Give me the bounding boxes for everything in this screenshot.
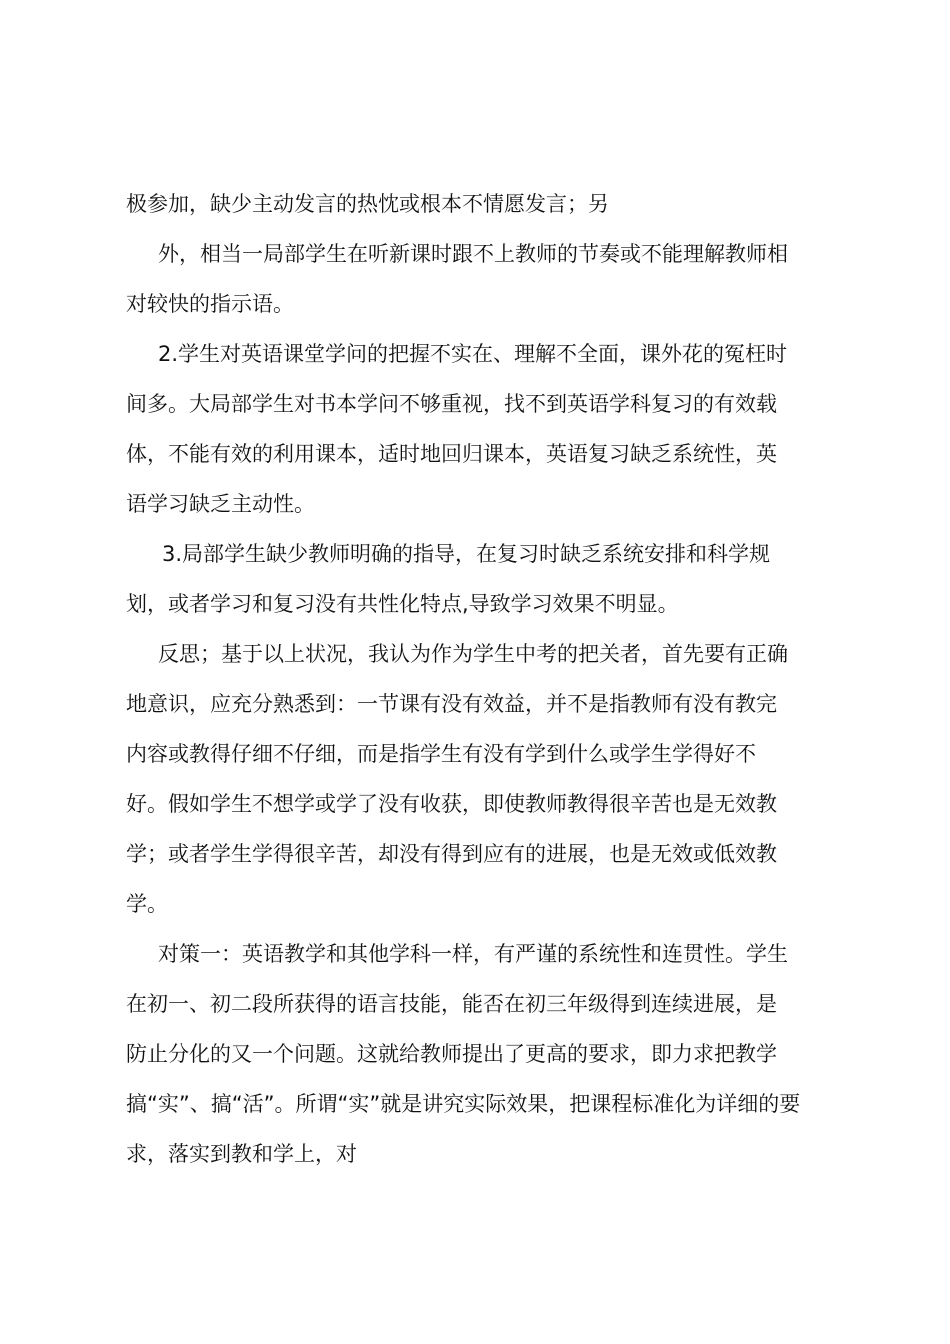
text-line: 外，相当一局部学生在听新课时跟不上教师的节奏或不能理解教师相 [158,242,788,266]
text-line: 划，或者学习和复习没有共性化特点,导致学习效果不明显。 [126,592,679,616]
text-line: 体，不能有效的利用课本，适时地回归课本，英语复习缺乏系统性，英 [126,442,777,466]
text-line: 地意识，应充分熟悉到：一节课有没有效益，并不是指教师有没有教完 [126,692,777,716]
text-line: 极参加，缺少主动发言的热忱或根本不情愿发言；另 [126,192,609,216]
text-line: 2.学生对英语课堂学问的把握不实在、理解不全面，课外花的冤枉时 [158,342,788,366]
text-line: 搞“实”、搞“活”。所谓“实”就是讲究实际效果，把课程标准化为详细的要 [126,1092,801,1116]
text-line: 反思；基于以上状况，我认为作为学生中考的把关者，首先要有正确 [158,642,788,666]
text-line: 防止分化的又一个问题。这就给教师提出了更高的要求，即力求把教学 [126,1042,777,1066]
text-line: 求，落实到教和学上，对 [126,1142,357,1166]
text-line: 在初一、初二段所获得的语言技能，能否在初三年级得到连续进展，是 [126,992,777,1016]
text-line: 内容或教得仔细不仔细，而是指学生有没有学到什么或学生学得好不 [126,742,756,766]
text-line: 学。 [126,892,168,916]
text-line: 好。假如学生不想学或学了没有收获，即使教师教得很辛苦也是无效教 [126,792,777,816]
text-line: 学；或者学生学得很辛苦，却没有得到应有的进展，也是无效或低效教 [126,842,777,866]
text-line: 对较快的指示语。 [126,292,294,316]
text-line: 语学习缺乏主动性。 [126,492,315,516]
text-line: 对策一：英语教学和其他学科一样，有严谨的系统性和连贯性。学生 [158,942,788,966]
text-line: 间多。大局部学生对书本学问不够重视，找不到英语学科复习的有效载 [126,392,777,416]
text-line: 3.局部学生缺少教师明确的指导，在复习时缺乏系统安排和科学规 [162,542,771,566]
